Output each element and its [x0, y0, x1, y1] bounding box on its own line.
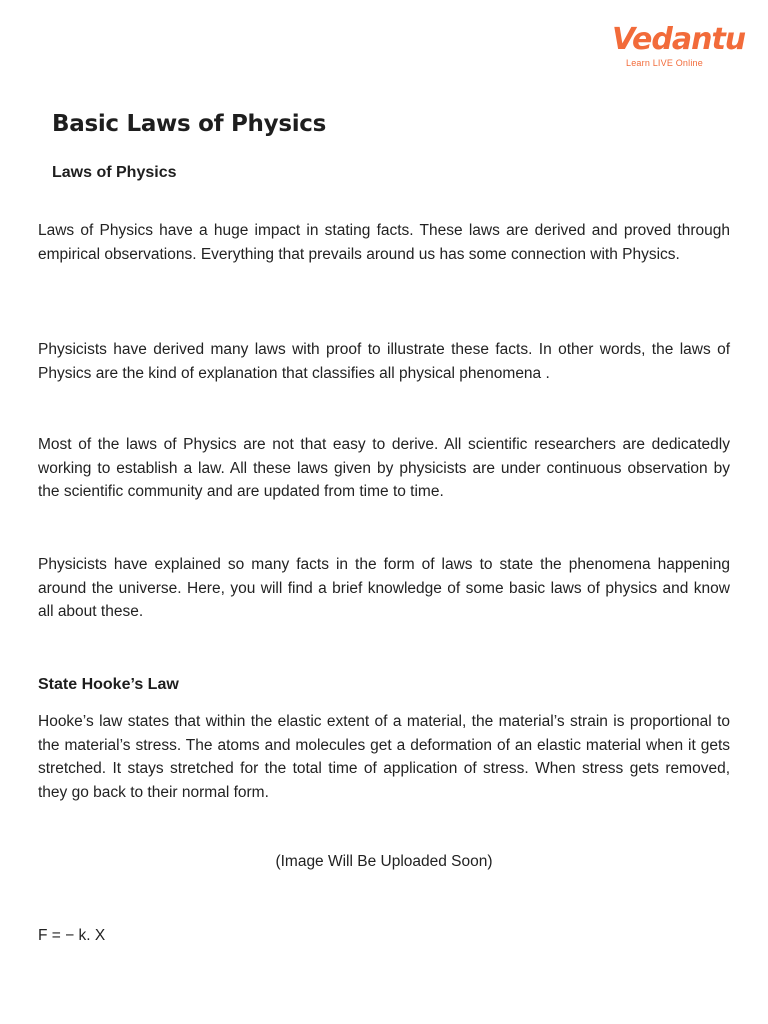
- image-placeholder-note: (Image Will Be Uploaded Soon): [275, 853, 493, 870]
- paragraph-3: Most of the laws of Physics are not that easy to derive. All scientific researchers are dedicatedly working to establish a law. All these laws given by physicists are under continuous observation by the scientific community and are updated from time to time.: [38, 436, 730, 500]
- logo-tagline: Learn LIVE Online: [626, 58, 703, 68]
- paragraph-4: Physicists have explained so many facts in the form of laws to state the phenomena happening around the universe. Here, you will find a brief knowledge of some basic laws of physics and know all about these.: [38, 556, 730, 620]
- hookes-law-heading: State Hooke’s Law: [38, 676, 179, 693]
- section-heading: Laws of Physics: [52, 164, 177, 181]
- vedantu-logo: [612, 22, 746, 72]
- hookes-law-paragraph: Hooke’s law states that within the elastic extent of a material, the material’s strain is proportional to the material’s stress. The atoms and molecules get a deformation of an elastic material when it gets stretched. It stays stretched for the total time of application of stress. When stress gets removed, they go back to their normal form.: [38, 713, 730, 801]
- document-title: Basic Laws of Physics: [52, 111, 327, 137]
- paragraph-2: Physicists have derived many laws with proof to illustrate these facts. In other words, the laws of Physics are the kind of explanation that classifies all physical phenomena .: [38, 341, 730, 382]
- paragraph-1: Laws of Physics have a huge impact in stating facts. These laws are derived and proved through empirical observations. Everything that prevails around us has some connection with Physics.: [38, 222, 730, 263]
- hookes-law-formula: F = − k. X: [38, 927, 106, 944]
- logo-wordmark: Vedantu: [612, 22, 746, 57]
